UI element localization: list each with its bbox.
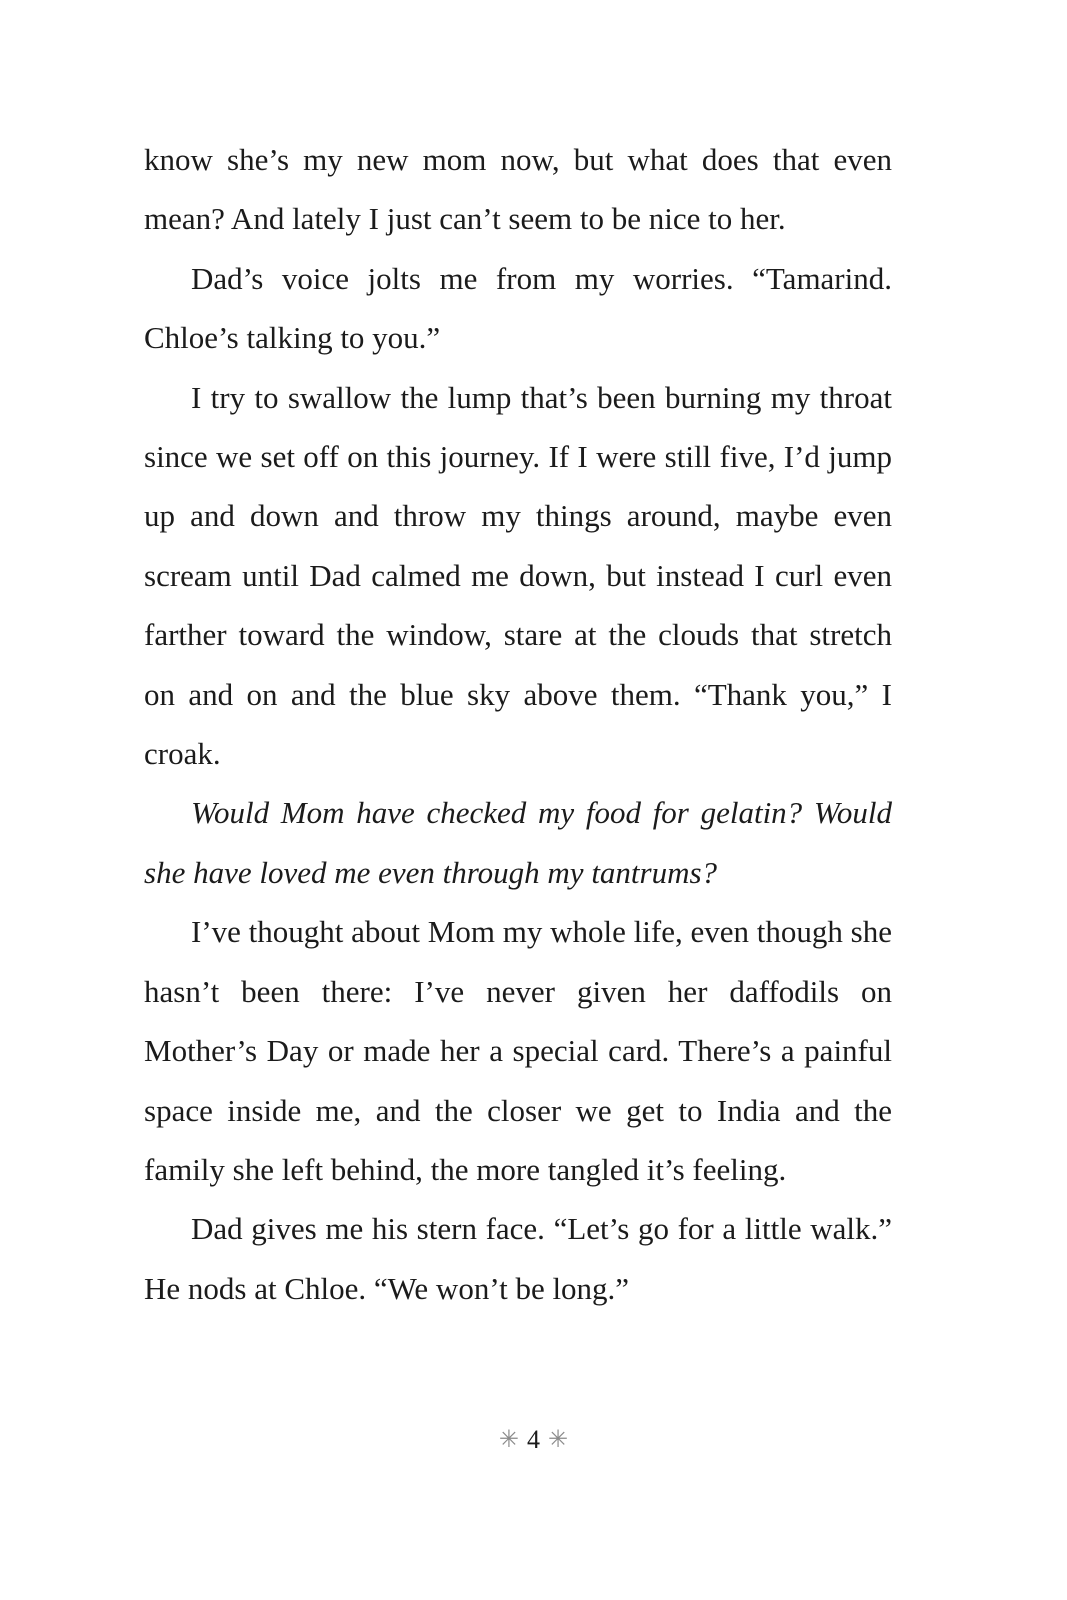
page-number: 4 bbox=[527, 1425, 540, 1454]
paragraph: Dad gives me his stern face. “Let’s go for a little walk.” He nods at Chloe. “We won’t be long.” bbox=[144, 1211, 892, 1306]
paragraph: Dad’s voice jolts me from my worries. “Tamarind. Chloe’s talking to you.” bbox=[144, 260, 892, 356]
asterisk-ornament-icon: ✳ bbox=[498, 1427, 519, 1453]
paragraph-italic: Would Mom have checked my food for gelatin? Would she have loved me even through my tantrums? bbox=[144, 795, 892, 890]
paragraph: I’ve thought about Mom my whole life, even though she hasn’t been there: I’ve never given her daffodils on Mother’s Day or made her a special card. There’s a painful space inside me, and the closer we get to India and the family she left behind, the more tangled it’s feeling. bbox=[144, 914, 892, 1187]
page-number-footer bbox=[0, 1420, 1067, 1460]
paragraph: know she’s my new mom now, but what does that even mean? And lately I just can’t seem to be nice to her. bbox=[144, 142, 892, 237]
paragraph: I try to swallow the lump that’s been burning my throat since we set off on this journey. If I were still five, I’d jump up and down and throw my things around, maybe even scream until Dad calmed me down, but instead I curl even farther toward the window, stare at the clouds that stretch on and on and the blue sky above them. “Thank you,” I croak. bbox=[144, 379, 892, 772]
asterisk-ornament-icon: ✳ bbox=[548, 1427, 569, 1453]
body-text bbox=[144, 130, 892, 1318]
